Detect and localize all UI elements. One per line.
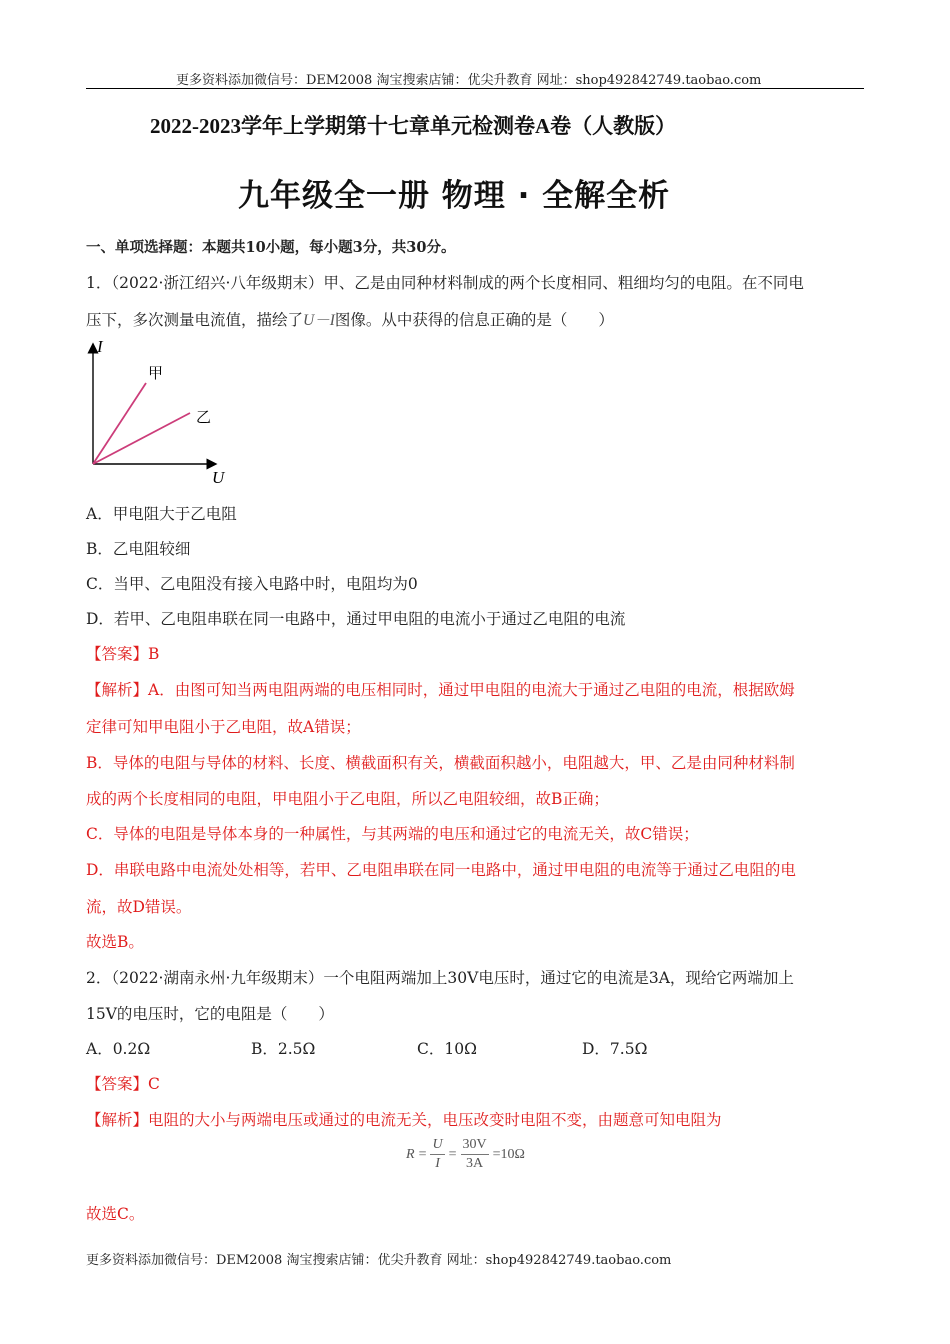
y-axis-label: I bbox=[97, 338, 103, 356]
q1-option-b: B．乙电阻较细 bbox=[86, 540, 191, 558]
q2-option-a: A．0.2Ω bbox=[86, 1040, 151, 1058]
formula-frac1: $\frac{U}{I}$ bbox=[432, 1137, 443, 1171]
header-text: 更多资料添加微信号：DEM2008 淘宝搜索店铺：优尖升教育 网址：shop492842749.taobao.com bbox=[176, 73, 762, 88]
q2-stem-line1: 2．（2022·湖南永州·九年级期末）一个电阻两端加上30V电压时，通过它的电流是3A，现给它两端加上 bbox=[86, 969, 794, 987]
q1-analysis-line3: B．导体的电阻与导体的材料、长度、横截面积有关，横截面积越小，电阻越大，甲、乙是由同种材料制 bbox=[86, 754, 795, 772]
formula-r: R bbox=[406, 1146, 415, 1162]
q1-answer: 【答案】B bbox=[86, 645, 160, 663]
q2-option-c: C．10Ω bbox=[417, 1040, 477, 1058]
q1-option-c: C．当甲、乙电阻没有接入电路中时，电阻均为0 bbox=[86, 575, 418, 593]
q1-ui-symbol: U－I bbox=[303, 312, 335, 329]
header-rule bbox=[86, 88, 864, 89]
q2-stem-line2: 15V的电压时，它的电阻是（ ） bbox=[86, 1005, 334, 1023]
line-yi bbox=[93, 413, 190, 464]
q2-analysis: 【解析】电阻的大小与两端电压或通过的电流无关，电压改变时电阻不变，由题意可知电阻为 bbox=[86, 1111, 722, 1129]
q1-analysis-line1: 【解析】A．由图可知当两电阻两端的电压相同时，通过甲电阻的电流大于通过乙电阻的电流，根据欧姆 bbox=[86, 681, 795, 699]
q1-analysis-line2: 定律可知甲电阻小于乙电阻，故A错误； bbox=[86, 718, 361, 736]
formula-eq2: = bbox=[448, 1146, 457, 1162]
formula-frac2: $\frac{30V}{3A}$ bbox=[462, 1137, 487, 1171]
q2-formula bbox=[406, 1136, 525, 1173]
label-jia: 甲 bbox=[148, 364, 164, 382]
q2-answer: 【答案】C bbox=[86, 1075, 160, 1093]
q1-ui-graph bbox=[84, 338, 244, 488]
q1-stem-line2: 压下，多次测量电流值，描绘了U－I图像。从中获得的信息正确的是（ ） bbox=[86, 311, 614, 329]
q2-option-b: B．2.5Ω bbox=[251, 1040, 316, 1058]
q1-analysis-line4: 成的两个长度相同的电阻，甲电阻小于乙电阻，所以乙电阻较细，故B正确； bbox=[86, 790, 609, 808]
q1-stem-line1: 1．（2022·浙江绍兴·八年级期末）甲、乙是由同种材料制成的两个长度相同、粗细均匀的电阻。在不同电 bbox=[86, 274, 804, 292]
footer-text: 更多资料添加微信号：DEM2008 淘宝搜索店铺：优尖升教育 网址：shop492842749.taobao.com bbox=[86, 1253, 672, 1268]
document-title: 2022-2023学年上学期第十七章单元检测卷A卷（人教版） bbox=[150, 114, 677, 138]
section-heading: 一、单项选择题：本题共10小题，每小题3分，共30分。 bbox=[86, 239, 456, 256]
q1-option-a: A．甲电阻大于乙电阻 bbox=[86, 505, 237, 523]
q1-option-d: D．若甲、乙电阻串联在同一电路中，通过甲电阻的电流小于通过乙电阻的电流 bbox=[86, 610, 626, 628]
label-yi: 乙 bbox=[196, 408, 212, 426]
line-jia bbox=[93, 383, 146, 464]
q2-conclusion: 故选C。 bbox=[86, 1205, 145, 1223]
q1-analysis-line5: C．导体的电阻是导体本身的一种属性，与其两端的电压和通过它的电流无关，故C错误； bbox=[86, 825, 699, 843]
formula-eq1: = bbox=[418, 1146, 427, 1162]
document-subtitle: 九年级全一册 物理 · 全解全析 bbox=[238, 178, 671, 214]
formula-result: =10Ω bbox=[492, 1146, 525, 1162]
x-axis-label: U bbox=[212, 468, 225, 487]
q2-option-d: D．7.5Ω bbox=[582, 1040, 648, 1058]
q1-analysis-line7: 流，故D错误。 bbox=[86, 898, 192, 916]
q1-analysis-line6: D．串联电路中电流处处相等，若甲、乙电阻串联在同一电路中，通过甲电阻的电流等于通过乙电阻的电 bbox=[86, 861, 796, 879]
q1-conclusion: 故选B。 bbox=[86, 933, 144, 951]
